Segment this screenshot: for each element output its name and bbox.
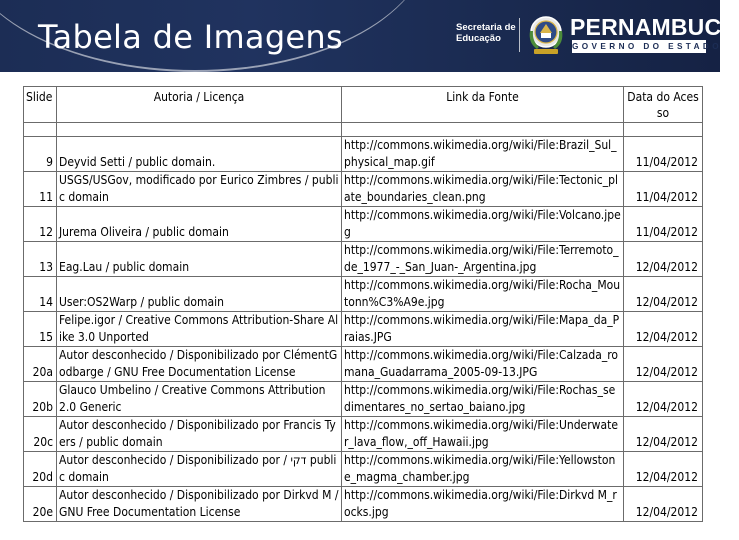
link-cell[interactable]: http://commons.wikimedia.org/wiki/File:Mapa_da_Praias.JPG bbox=[342, 312, 624, 347]
page-title: Tabela de Imagens bbox=[38, 18, 343, 56]
link-cell[interactable]: http://commons.wikimedia.org/wiki/File:Rochas_sedimentares_no_sertao_baiano.jpg bbox=[342, 382, 624, 417]
autoria-cell: Eag.Lau / public domain bbox=[57, 242, 342, 277]
table-row bbox=[24, 347, 703, 382]
column-header-data: Data do Acesso bbox=[624, 87, 703, 123]
slide-cell: 12 bbox=[24, 207, 57, 242]
table-row bbox=[24, 417, 703, 452]
data-acesso-cell: 12/04/2012 bbox=[624, 417, 703, 452]
slide-cell: 20d bbox=[24, 452, 57, 487]
link-cell[interactable]: http://commons.wikimedia.org/wiki/File:Underwater_lava_flow,_off_Hawaii.jpg bbox=[342, 417, 624, 452]
table-row bbox=[24, 312, 703, 347]
slide-cell: 20b bbox=[24, 382, 57, 417]
table-row bbox=[24, 207, 703, 242]
autoria-cell: Felipe.igor / Creative Commons Attribution-Share Alike 3.0 Unported bbox=[57, 312, 342, 347]
table-row bbox=[24, 452, 703, 487]
pernambuco-logo-text: PERNAMBUCO bbox=[570, 14, 739, 40]
table-row bbox=[24, 382, 703, 417]
slide-cell: 20a bbox=[24, 347, 57, 382]
data-acesso-cell: 12/04/2012 bbox=[624, 312, 703, 347]
autoria-cell: Glauco Umbelino / Creative Commons Attribution 2.0 Generic bbox=[57, 382, 342, 417]
table-row bbox=[24, 172, 703, 207]
data-acesso-cell: 12/04/2012 bbox=[624, 347, 703, 382]
blank-cell bbox=[342, 123, 624, 137]
slide-cell: 13 bbox=[24, 242, 57, 277]
link-cell[interactable]: http://commons.wikimedia.org/wiki/File:Tectonic_plate_boundaries_clean.png bbox=[342, 172, 624, 207]
data-acesso-cell: 12/04/2012 bbox=[624, 487, 703, 522]
blank-cell bbox=[57, 123, 342, 137]
link-cell[interactable]: http://commons.wikimedia.org/wiki/File:Dirkvd M_rocks.jpg bbox=[342, 487, 624, 522]
slide-cell: 20e bbox=[24, 487, 57, 522]
autoria-cell: Autor desconhecido / Disponibilizado por / דקי public domain bbox=[57, 452, 342, 487]
data-acesso-cell: 11/04/2012 bbox=[624, 137, 703, 172]
data-acesso-cell: 11/04/2012 bbox=[624, 172, 703, 207]
autoria-cell: User:OS2Warp / public domain bbox=[57, 277, 342, 312]
autoria-cell: Autor desconhecido / Disponibilizado por Dirkvd M / GNU Free Documentation License bbox=[57, 487, 342, 522]
autoria-cell: Autor desconhecido / Disponibilizado por Francis Tyers / public domain bbox=[57, 417, 342, 452]
data-acesso-cell: 12/04/2012 bbox=[624, 277, 703, 312]
table-row bbox=[24, 242, 703, 277]
table-row bbox=[24, 487, 703, 522]
image-credits-table bbox=[23, 86, 703, 522]
table-blank-row bbox=[24, 123, 703, 137]
slide-cell: 11 bbox=[24, 172, 57, 207]
autoria-cell: Autor desconhecido / Disponibilizado por ClémentGodbarge / GNU Free Documentation License bbox=[57, 347, 342, 382]
column-header-autoria: Autoria / Licença bbox=[57, 87, 342, 123]
secretaria-line-1: Secretaria de bbox=[456, 22, 516, 33]
data-acesso-cell: 12/04/2012 bbox=[624, 242, 703, 277]
slide-cell: 15 bbox=[24, 312, 57, 347]
column-header-slide: Slide bbox=[24, 87, 57, 123]
secretaria-logo-text bbox=[456, 22, 516, 44]
slide-cell: 14 bbox=[24, 277, 57, 312]
slide-cell: 20c bbox=[24, 417, 57, 452]
autoria-cell: Jurema Oliveira / public domain bbox=[57, 207, 342, 242]
logo-divider bbox=[519, 18, 520, 52]
table-row bbox=[24, 277, 703, 312]
link-cell[interactable]: http://commons.wikimedia.org/wiki/File:Yellowstone_magma_chamber.jpg bbox=[342, 452, 624, 487]
data-acesso-cell: 12/04/2012 bbox=[624, 382, 703, 417]
link-cell[interactable]: http://commons.wikimedia.org/wiki/File:Calzada_romana_Guadarrama_2005-09-13.JPG bbox=[342, 347, 624, 382]
column-header-link: Link da Fonte bbox=[342, 87, 624, 123]
blank-cell bbox=[24, 123, 57, 137]
slide-cell: 9 bbox=[24, 137, 57, 172]
pernambuco-seal-icon bbox=[525, 11, 567, 57]
autoria-cell: USGS/USGov, modificado por Eurico Zimbres / public domain bbox=[57, 172, 342, 207]
link-cell[interactable]: http://commons.wikimedia.org/wiki/File:Volcano.jpeg bbox=[342, 207, 624, 242]
blank-cell bbox=[624, 123, 703, 137]
slide-header bbox=[0, 0, 739, 72]
link-cell[interactable]: http://commons.wikimedia.org/wiki/File:Rocha_Moutonn%C3%A9e.jpg bbox=[342, 277, 624, 312]
autoria-cell: Deyvid Setti / public domain. bbox=[57, 137, 342, 172]
table-header-row bbox=[24, 87, 703, 123]
link-cell[interactable]: http://commons.wikimedia.org/wiki/File:Brazil_Sul_physical_map.gif bbox=[342, 137, 624, 172]
table-row bbox=[24, 137, 703, 172]
governo-do-estado-label: GOVERNO DO ESTADO bbox=[572, 42, 722, 51]
link-cell[interactable]: http://commons.wikimedia.org/wiki/File:Terremoto_de_1977_-_San_Juan-_Argentina.jpg bbox=[342, 242, 624, 277]
data-acesso-cell: 11/04/2012 bbox=[624, 207, 703, 242]
data-acesso-cell: 12/04/2012 bbox=[624, 452, 703, 487]
secretaria-line-2: Educação bbox=[456, 33, 501, 44]
